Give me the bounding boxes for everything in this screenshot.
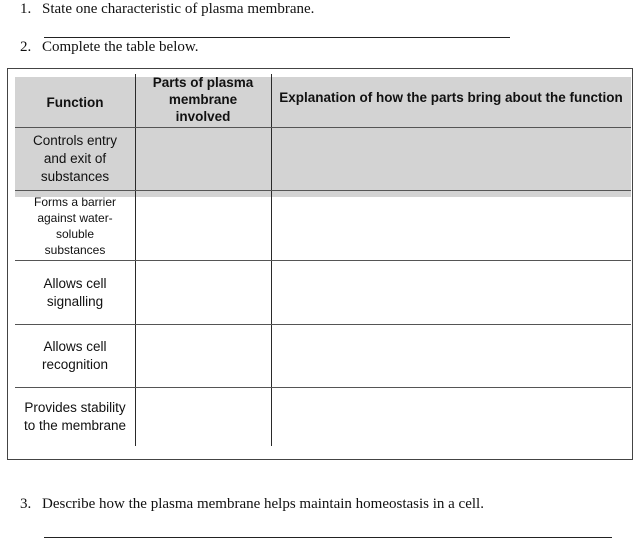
question-1-text: State one characteristic of plasma membrane.: [42, 1, 315, 17]
question-1-number: 1.: [20, 1, 32, 17]
question-3-text: Describe how the plasma membrane helps maintain homeostasis in a cell.: [42, 496, 484, 512]
row-2-function: Forms a barrier against water-soluble substances: [33, 194, 116, 257]
row-4-function: Allows cell recognition: [41, 339, 109, 372]
question-3-answer-line[interactable]: [44, 537, 612, 538]
question-3-number: 3.: [20, 496, 32, 512]
row-5-explanation-cell[interactable]: [273, 388, 631, 446]
row-1-function: Controls entry and exit of substances: [32, 133, 118, 184]
question-2: [20, 39, 198, 56]
row-4-parts-cell[interactable]: [137, 325, 271, 387]
row-4-explanation-cell[interactable]: [273, 325, 631, 387]
question-3: [20, 496, 484, 513]
row-5-parts-cell[interactable]: [137, 388, 271, 446]
question-2-number: 2.: [20, 39, 32, 55]
header-explanation: Explanation of how the parts bring about the function: [279, 89, 623, 105]
header-function: Function: [46, 94, 104, 110]
question-2-text: Complete the table below.: [42, 39, 199, 55]
row-1-parts-cell[interactable]: [137, 128, 271, 190]
header-parts: Parts of plasma membrane involved: [152, 74, 254, 124]
row-2-explanation-cell[interactable]: [273, 191, 631, 260]
row-3-parts-cell[interactable]: [137, 261, 271, 324]
row-2-parts-cell[interactable]: [137, 191, 271, 260]
question-1: [20, 1, 314, 18]
row-5-function: Provides stability to the membrane: [23, 400, 127, 433]
question-1-answer-line[interactable]: [44, 37, 510, 38]
row-3-function: Allows cell signalling: [43, 275, 107, 309]
row-1-explanation-cell[interactable]: [273, 128, 631, 190]
membrane-table: [7, 68, 633, 460]
row-3-explanation-cell[interactable]: [273, 261, 631, 324]
